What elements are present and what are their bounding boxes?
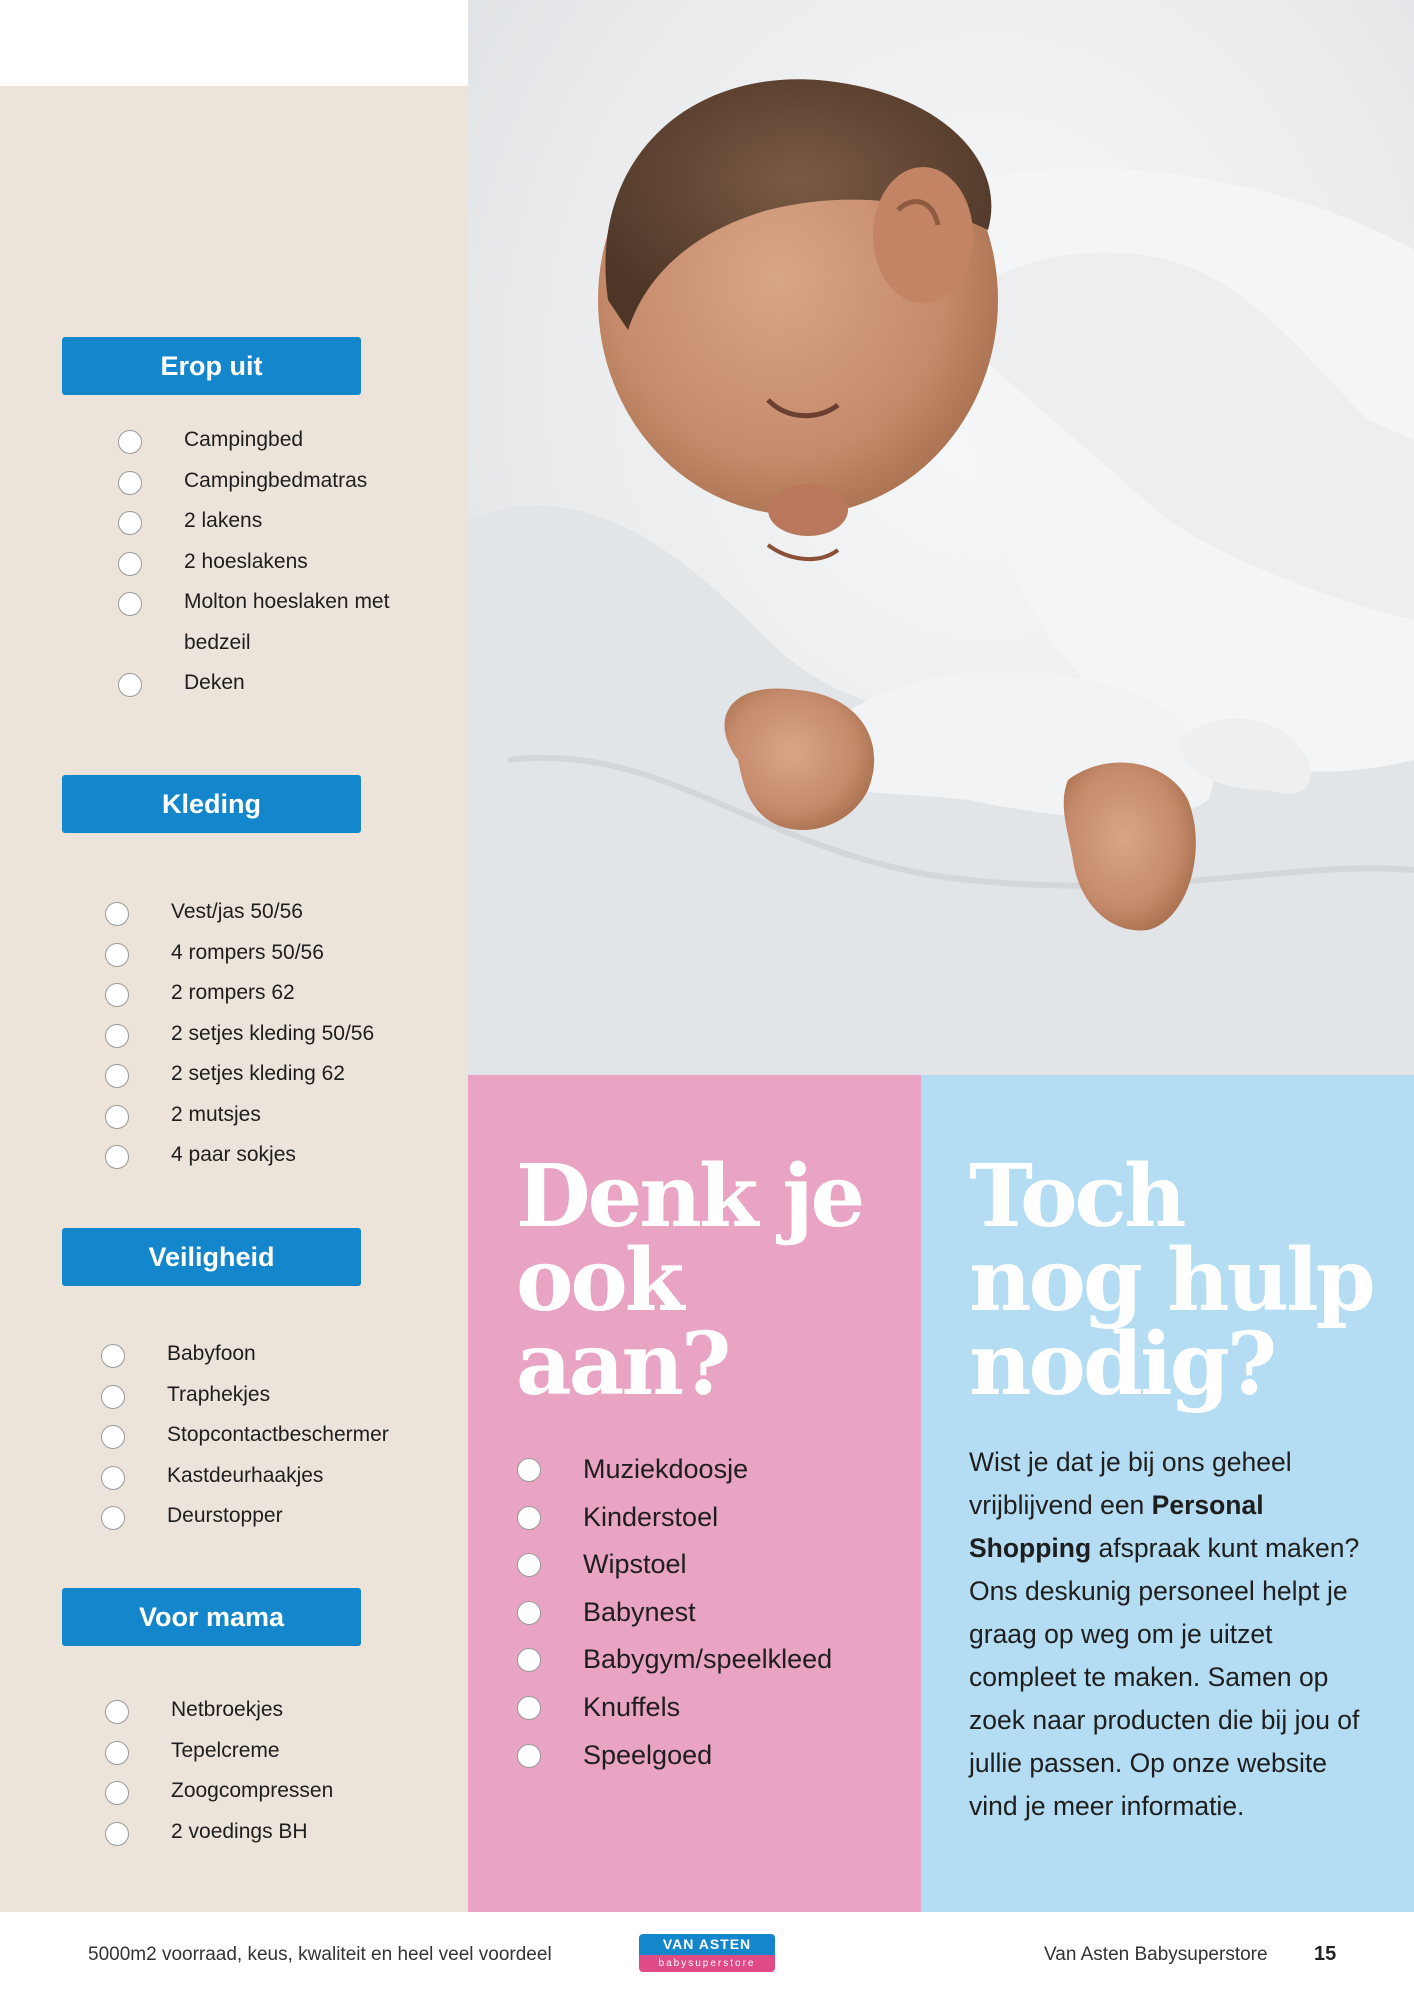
denk-je-ook-aan-panel xyxy=(468,1075,921,1912)
checklist-item[interactable]: Wipstoel xyxy=(583,1541,832,1589)
checkbox-circle[interactable] xyxy=(105,1024,129,1048)
checklist-item[interactable]: Babygym/speelkleed xyxy=(583,1636,832,1684)
checkbox-circle[interactable] xyxy=(118,673,142,697)
checkbox-circle[interactable] xyxy=(101,1344,125,1368)
checkbox-circle[interactable] xyxy=(101,1506,125,1530)
sleeping-baby-photo xyxy=(468,0,1414,1075)
checklist-item[interactable]: Babynest xyxy=(583,1589,832,1637)
hulp-nodig-panel xyxy=(921,1075,1414,1912)
checklist-item[interactable]: Netbroekjes xyxy=(171,1690,333,1731)
checklist-item[interactable]: 4 rompers 50/56 xyxy=(171,933,374,974)
checkbox-circle[interactable] xyxy=(517,1601,541,1625)
section-header-voor-mama: Voor mama xyxy=(62,1588,361,1646)
checklist-item[interactable]: 4 paar sokjes xyxy=(171,1135,374,1176)
footer-store-name: Van Asten Babysuperstore xyxy=(1044,1944,1268,1965)
checkbox-circle[interactable] xyxy=(101,1425,125,1449)
personal-shopping-text: Wist je dat je bij ons geheel vrijblijvend een Personal Shopping afspraak kunt maken? Ons deskunig personeel helpt je graag op weg om je uitzet compleet te maken. Samen op zoek naar producten die bij jou of jullie passen. Op onze website vind je meer informatie. xyxy=(969,1447,1360,1821)
checklist-item[interactable]: Muziekdoosje xyxy=(583,1446,832,1494)
checklist-sidebar xyxy=(0,86,468,1912)
page-footer xyxy=(0,1912,1414,2000)
footer-tagline: 5000m2 voorraad, keus, kwaliteit en heel veel voordeel xyxy=(88,1944,552,1965)
checklist-item[interactable]: Deurstopper xyxy=(167,1496,389,1537)
checkbox-circle[interactable] xyxy=(101,1385,125,1409)
checklist-item[interactable]: Molton hoeslaken met xyxy=(184,582,389,623)
voor-mama-list xyxy=(171,1690,333,1852)
checkbox-circle[interactable] xyxy=(517,1458,541,1482)
checklist-item[interactable]: 2 rompers 62 xyxy=(171,973,374,1014)
sleeping-baby-illustration xyxy=(468,0,1414,1075)
checkbox-circle[interactable] xyxy=(517,1553,541,1577)
hulp-nodig-title: Toch nog hulp nodig? xyxy=(969,1146,1373,1415)
checklist-item[interactable]: Traphekjes xyxy=(167,1375,389,1416)
checkbox-circle[interactable] xyxy=(105,1822,129,1846)
checklist-item-continuation: bedzeil xyxy=(184,630,251,654)
veiligheid-list xyxy=(167,1334,389,1537)
checklist-item[interactable]: Kinderstoel xyxy=(583,1494,832,1542)
checkbox-circle[interactable] xyxy=(118,552,142,576)
section-header-veiligheid: Veiligheid xyxy=(62,1228,361,1286)
kleding-list xyxy=(171,892,374,1176)
checkbox-circle[interactable] xyxy=(118,592,142,616)
checklist-item[interactable]: Kastdeurhaakjes xyxy=(167,1456,389,1497)
checkbox-circle[interactable] xyxy=(517,1648,541,1672)
checklist-item[interactable]: Speelgoed xyxy=(583,1732,832,1780)
checklist-item[interactable]: 2 setjes kleding 62 xyxy=(171,1054,374,1095)
section-header-erop-uit: Erop uit xyxy=(62,337,361,395)
page-number: 15 xyxy=(1314,1943,1337,1965)
checklist-item[interactable]: Zoogcompressen xyxy=(171,1771,333,1812)
checkbox-circle[interactable] xyxy=(118,430,142,454)
checkbox-circle[interactable] xyxy=(105,902,129,926)
checkbox-circle[interactable] xyxy=(105,1105,129,1129)
checklist-item[interactable]: Stopcontactbeschermer xyxy=(167,1415,389,1456)
checklist-item[interactable]: Babyfoon xyxy=(167,1334,389,1375)
checkbox-circle[interactable] xyxy=(118,511,142,535)
logo-wordmark: VAN ASTEN xyxy=(639,1934,775,1955)
checkbox-circle[interactable] xyxy=(517,1696,541,1720)
checklist-item[interactable]: 2 setjes kleding 50/56 xyxy=(171,1014,374,1055)
checkbox-circle[interactable] xyxy=(105,983,129,1007)
checklist-item[interactable]: 2 voedings BH xyxy=(171,1812,333,1853)
checklist-item[interactable]: Vest/jas 50/56 xyxy=(171,892,374,933)
checklist-item[interactable]: Knuffels xyxy=(583,1684,832,1732)
checklist-item[interactable]: 2 mutsjes xyxy=(171,1095,374,1136)
checkbox-circle[interactable] xyxy=(105,1145,129,1169)
logo-subtitle: babysuperstore xyxy=(639,1955,775,1972)
van-asten-logo[interactable] xyxy=(639,1934,775,1972)
checklist-item[interactable]: 2 hoeslakens xyxy=(184,542,389,583)
checkbox-circle[interactable] xyxy=(517,1506,541,1530)
section-header-kleding: Kleding xyxy=(62,775,361,833)
denk-je-ook-aan-title: Denk je ook aan? xyxy=(516,1146,863,1415)
checklist-item[interactable]: Campingbed xyxy=(184,420,389,461)
checkbox-circle[interactable] xyxy=(101,1466,125,1490)
checkbox-circle[interactable] xyxy=(105,1064,129,1088)
checkbox-circle[interactable] xyxy=(517,1744,541,1768)
checklist-item[interactable]: Deken xyxy=(184,663,389,704)
checklist-item[interactable]: Tepelcreme xyxy=(171,1731,333,1772)
checkbox-circle[interactable] xyxy=(105,943,129,967)
checkbox-circle[interactable] xyxy=(105,1781,129,1805)
checkbox-circle[interactable] xyxy=(105,1741,129,1765)
checkbox-circle[interactable] xyxy=(105,1700,129,1724)
personal-shopping-emphasis: Personal Shopping xyxy=(969,1490,1264,1563)
checkbox-circle[interactable] xyxy=(118,471,142,495)
checklist-item[interactable]: 2 lakens xyxy=(184,501,389,542)
checklist-item[interactable]: Campingbedmatras xyxy=(184,461,389,502)
erop-uit-list xyxy=(184,420,389,704)
denk-je-ook-aan-list xyxy=(583,1446,832,1779)
